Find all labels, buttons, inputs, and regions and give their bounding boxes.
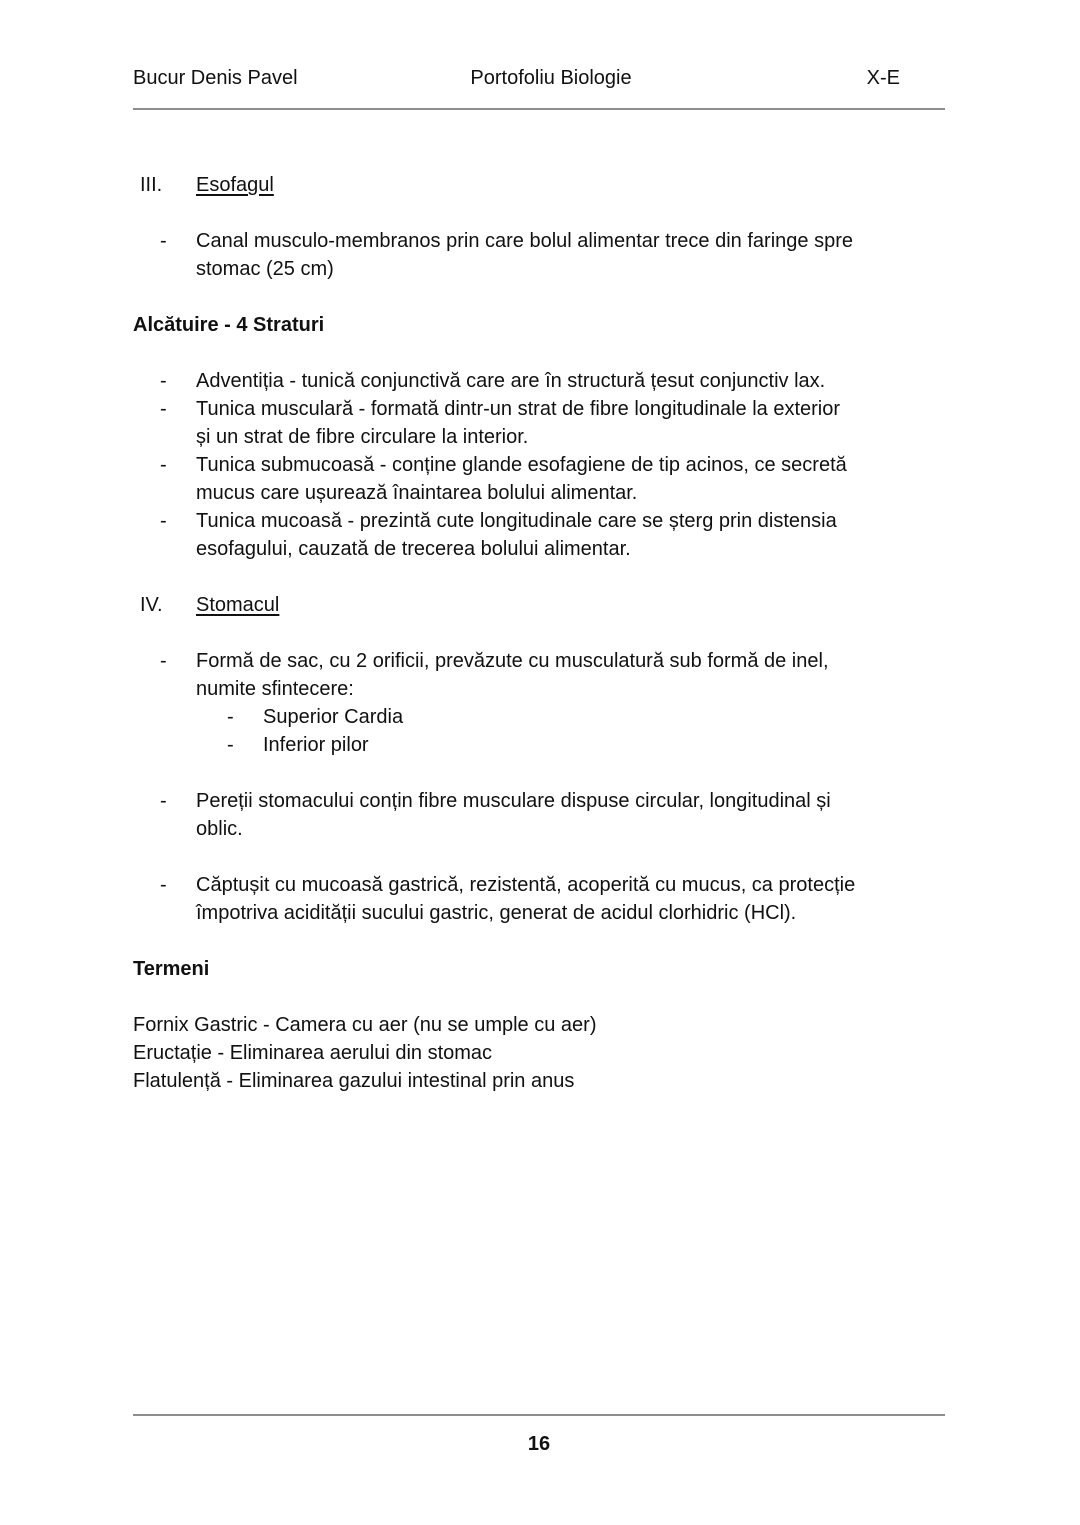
term-line: Eructație - Eliminarea aerului din stomac <box>133 1042 493 1064</box>
text-line: împotriva acidității sucului gastric, generat de acidul clorhidric (HCl). <box>196 902 797 924</box>
term-line: Fornix Gastric - Camera cu aer (nu se umple cu aer) <box>133 1014 597 1036</box>
bullet-dash: - <box>227 706 234 728</box>
list-item <box>133 871 945 927</box>
bullet-dash: - <box>160 650 167 672</box>
bullet-dash: - <box>160 370 167 392</box>
list-item-sub <box>133 731 945 759</box>
page-header <box>0 0 1080 92</box>
text-line: mucus care ușurează înaintarea bolului alimentar. <box>196 482 638 504</box>
section-number: IV. <box>140 594 163 616</box>
header-document-title: Portofoliu Biologie <box>470 67 632 89</box>
bullet-dash: - <box>160 510 167 532</box>
text-line: Formă de sac, cu 2 orificii, prevăzute cu musculatură sub formă de inel, <box>196 650 829 672</box>
text-line: Tunica musculară - formată dintr-un strat de fibre longitudinale la exterior <box>196 398 841 420</box>
bullet-dash: - <box>160 230 167 252</box>
list-item <box>133 395 945 451</box>
list-item-sub <box>133 703 945 731</box>
list-item <box>133 367 945 395</box>
text-line: Canal musculo-membranos prin care bolul alimentar trece din faringe spre <box>196 230 853 252</box>
term-line: Flatulență - Eliminarea gazului intestinal prin anus <box>133 1070 575 1092</box>
bullet-dash: - <box>160 874 167 896</box>
list-item <box>133 647 945 703</box>
text-line: Adventiția - tunică conjunctivă care are în structură țesut conjunctiv lax. <box>196 370 826 392</box>
text-line: oblic. <box>196 818 243 840</box>
list-item <box>133 451 945 507</box>
subsection-heading-alcatuire: Alcătuire - 4 Straturi <box>133 314 325 336</box>
list-item <box>133 507 945 563</box>
section-heading-stomacul <box>133 591 945 619</box>
header-class-label: X-E <box>866 67 900 89</box>
section-title: Esofagul <box>196 174 274 196</box>
footer-rule <box>133 1414 945 1416</box>
list-item <box>133 787 945 843</box>
layers-list <box>133 367 945 563</box>
text-line: Pereții stomacului conțin fibre musculare dispuse circular, longitudinal și <box>196 790 831 812</box>
text-line: Inferior pilor <box>263 734 369 756</box>
bullet-dash: - <box>160 790 167 812</box>
text-line: stomac (25 cm) <box>196 258 334 280</box>
bullet-dash: - <box>160 454 167 476</box>
bullet-dash: - <box>227 734 234 756</box>
document-body <box>133 171 945 1095</box>
text-line: Tunica submucoasă - conține glande esofagiene de tip acinos, ce secretă <box>196 454 847 476</box>
header-author: Bucur Denis Pavel <box>133 67 298 89</box>
list-item <box>133 227 945 283</box>
section-title: Stomacul <box>196 594 280 616</box>
section-heading-esofagul <box>133 171 945 199</box>
subsection-heading-termeni: Termeni <box>133 958 210 980</box>
text-line: Căptușit cu mucoasă gastrică, rezistentă, acoperită cu mucus, ca protecție <box>196 874 856 896</box>
section-number: III. <box>140 174 163 196</box>
bullet-dash: - <box>160 398 167 420</box>
text-line: numite sfintecere: <box>196 678 354 700</box>
page-number: 16 <box>527 1433 551 1455</box>
text-line: esofagului, cauzată de trecerea bolului alimentar. <box>196 538 631 560</box>
page-footer <box>133 1414 945 1458</box>
text-line: Superior Cardia <box>263 706 404 728</box>
header-rule <box>133 108 945 110</box>
terms-list <box>133 1011 945 1095</box>
text-line: și un strat de fibre circulare la interior. <box>196 426 529 448</box>
text-line: Tunica mucoasă - prezintă cute longitudinale care se șterg prin distensia <box>196 510 837 532</box>
